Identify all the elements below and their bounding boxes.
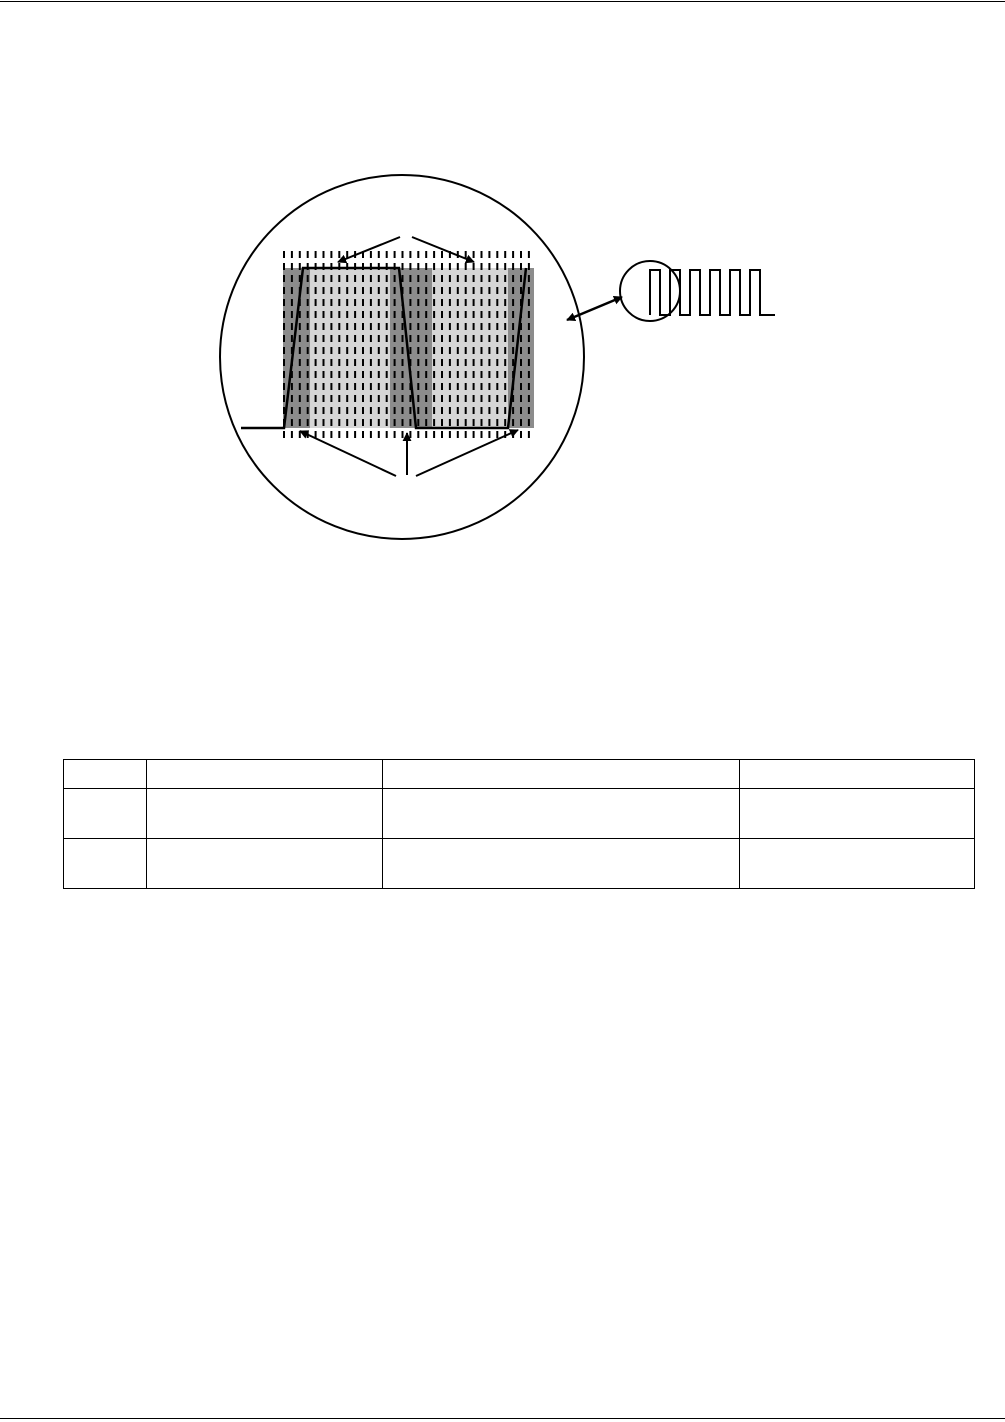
table-header-row: [64, 760, 975, 789]
table-cell: [740, 789, 975, 839]
table-header-cell: [383, 760, 740, 789]
table-cell: [64, 789, 147, 839]
signal-sampling-diagram: [0, 0, 1005, 700]
bottom-arrow-right: [416, 430, 518, 476]
table-header-cell: [740, 760, 975, 789]
table-cell: [383, 789, 740, 839]
top-arrow-left: [338, 237, 400, 262]
inset-pulse-train: [650, 270, 775, 315]
table-cell: [147, 839, 383, 889]
top-callout-arrows: [338, 237, 474, 262]
bottom-callout-arrows: [300, 430, 518, 476]
page-footer-rule: [0, 1418, 1005, 1419]
table-cell: [64, 839, 147, 889]
table-header-cell: [64, 760, 147, 789]
top-arrow-right: [412, 237, 474, 262]
spec-table: [63, 759, 975, 889]
table-cell: [147, 789, 383, 839]
table-row: [64, 789, 975, 839]
table-header-cell: [147, 760, 383, 789]
table-cell: [383, 839, 740, 889]
table-row: [64, 839, 975, 889]
table-cell: [740, 839, 975, 889]
